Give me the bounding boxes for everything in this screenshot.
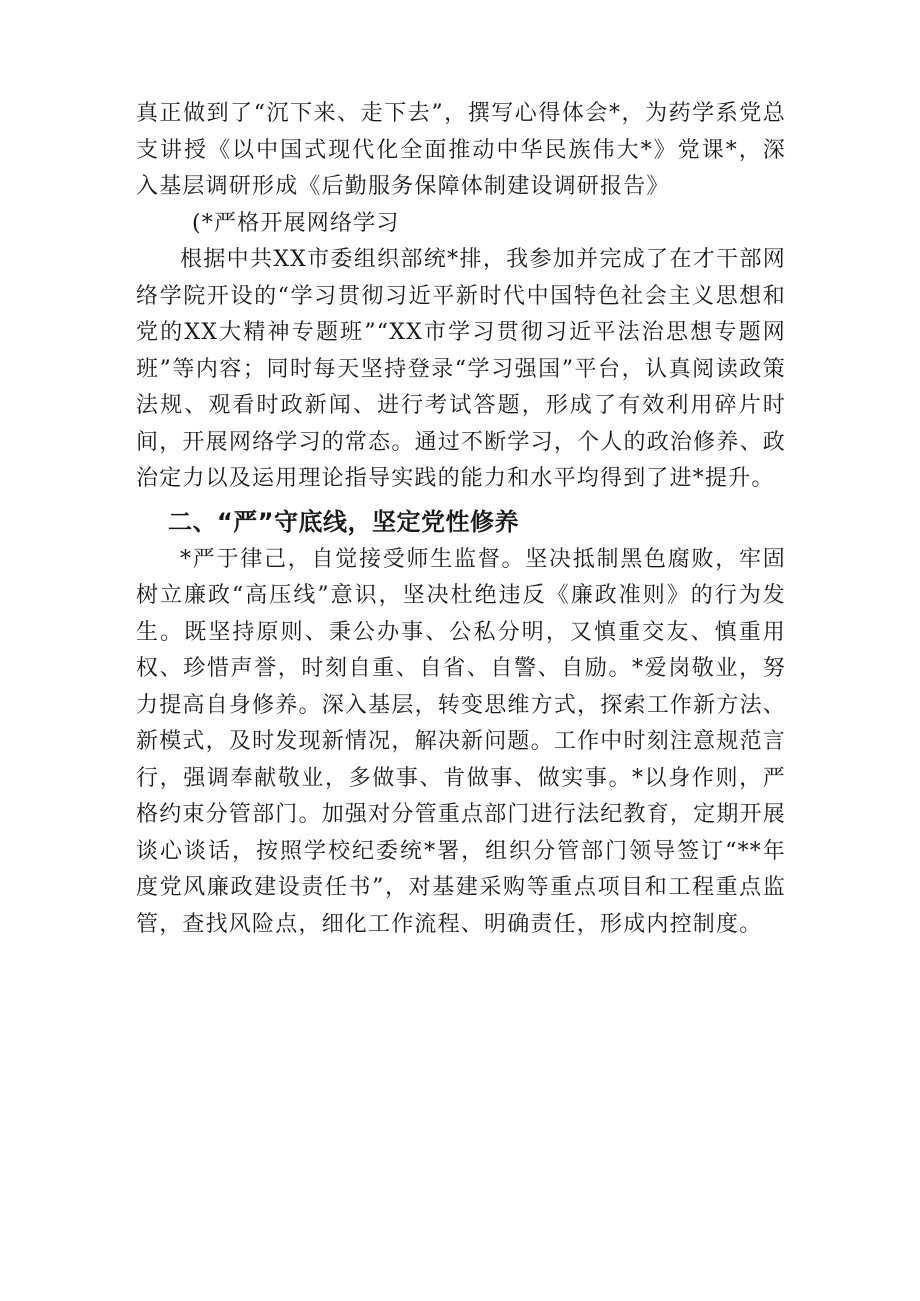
paragraph-online-learning: 根据中共XX市委组织部统*排，我参加并完成了在才干部网络学院开设的“学习贯彻习近平新时代中国特色社会主义思想和党的XX大精神专题班”“XX市学习贯彻习近平法治思想专题网班”等内容；同时每天坚持登录“学习强国”平台，认真阅读政策法规、观看时政新闻、进行考试答题，形成了有效利用碎片时间，开展网络学习的常态。通过不断学习，个人的政治修养、政治定力以及运用理论指导实践的能力和水平均得到了进*提升。 (136, 247, 786, 491)
paragraph-discipline: *严于律己，自觉接受师生监督。坚决抵制黑色腐败，牢固树立廉政“高压线”意识，坚决杜绝违反《廉政准则》的行为发生。既坚持原则、秉公办事、公私分明，又慎重交友、慎重用权、珍惜声誉，时刻自重、自省、自警、自励。*爱岗敬业，努力提高自身修养。深入基层，转变思维方式，探索工作新方法、新模式，及时发现新情况，解决新问题。工作中时刻注意规范言行，强调奉献敬业，多做事、肯做事、做实事。*以身作则，严格约束分管部门。加强对分管重点部门进行法纪教育，定期开展谈心谈话，按照学校纪委统*署，组织分管部门领导签订“**年度党风廉政建设责任书”，对基建采购等重点项目和工程重点监管，查找风险点，细化工作流程、明确责任，形成内控制度。 (136, 546, 786, 937)
paragraph-continued: 真正做到了“沉下来、走下去”，撰写心得体会*，为药学系党总支讲授《以中国式现代化全面推动中华民族伟大*》党课*，深入基层调研形成《后勤服务保障体制建设调研报告》 (136, 101, 786, 199)
section-heading-two: 二、“严”守底线，坚定党性修养 (168, 507, 520, 536)
document-page (136, 96, 786, 943)
subsection-heading-online-learning: (*严格开展网络学习 (192, 210, 400, 236)
